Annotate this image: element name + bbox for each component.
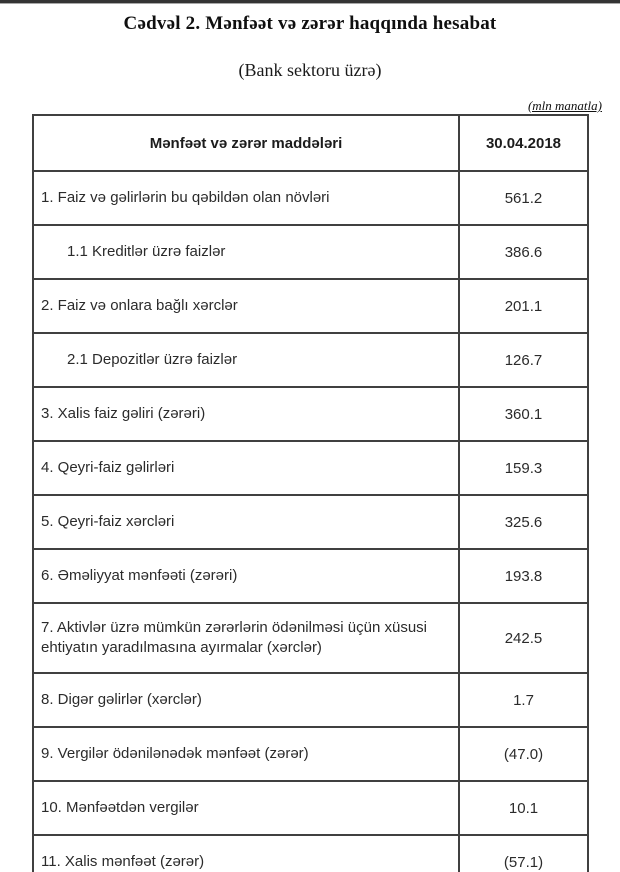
row-value: 10.1 xyxy=(459,781,588,835)
table-row xyxy=(33,781,588,835)
table-header-row xyxy=(33,115,588,171)
row-value: 159.3 xyxy=(459,441,588,495)
row-label: 8. Digər gəlirlər (xərclər) xyxy=(33,673,459,727)
row-label: 7. Aktivlər üzrə mümkün zərərlərin ödənilməsi üçün xüsusi ehtiyatın yaradılmasına ayırmalar (xərclər) xyxy=(33,603,459,673)
row-label: 5. Qeyri-faiz xərcləri xyxy=(33,495,459,549)
row-label: 11. Xalis mənfəət (zərər) xyxy=(33,835,459,872)
table-row xyxy=(33,279,588,333)
table-row xyxy=(33,603,588,673)
table-row xyxy=(33,333,588,387)
table-row xyxy=(33,495,588,549)
table-row xyxy=(33,441,588,495)
report-title: Cədvəl 2. Mənfəət və zərər haqqında hesabat xyxy=(123,13,497,34)
row-label: 2. Faiz və onlara bağlı xərclər xyxy=(33,279,459,333)
report-subtitle: (Bank sektoru üzrə) xyxy=(238,60,382,80)
row-label: 10. Mənfəətdən vergilər xyxy=(33,781,459,835)
table-row xyxy=(33,225,588,279)
page-top-rule xyxy=(0,0,620,4)
table-row xyxy=(33,171,588,225)
row-value: 126.7 xyxy=(459,333,588,387)
row-value: 1.7 xyxy=(459,673,588,727)
row-value: 242.5 xyxy=(459,603,588,673)
unit-note-text: (mln manatla) xyxy=(527,98,602,113)
row-value: (47.0) xyxy=(459,727,588,781)
row-value: 386.6 xyxy=(459,225,588,279)
table-row xyxy=(33,549,588,603)
table-header-date: 30.04.2018 xyxy=(459,115,588,171)
row-value: 325.6 xyxy=(459,495,588,549)
row-label: 4. Qeyri-faiz gəlirləri xyxy=(33,441,459,495)
table-row xyxy=(33,673,588,727)
unit-note xyxy=(0,98,602,113)
table-row xyxy=(33,727,588,781)
row-value: 193.8 xyxy=(459,549,588,603)
row-value: (57.1) xyxy=(459,835,588,872)
profit-loss-table xyxy=(32,114,589,872)
row-label: 9. Vergilər ödənilənədək mənfəət (zərər) xyxy=(33,727,459,781)
row-label: 1.1 Kreditlər üzrə faizlər xyxy=(33,225,459,279)
row-label: 1. Faiz və gəlirlərin bu qəbildən olan növləri xyxy=(33,171,459,225)
table-header-items: Mənfəət və zərər maddələri xyxy=(33,115,459,171)
row-label: 2.1 Depozitlər üzrə faizlər xyxy=(33,333,459,387)
table-row xyxy=(33,387,588,441)
row-value: 360.1 xyxy=(459,387,588,441)
row-value: 561.2 xyxy=(459,171,588,225)
row-label: 6. Əməliyyat mənfəəti (zərəri) xyxy=(33,549,459,603)
table-row xyxy=(33,835,588,872)
row-value: 201.1 xyxy=(459,279,588,333)
row-label: 3. Xalis faiz gəliri (zərəri) xyxy=(33,387,459,441)
